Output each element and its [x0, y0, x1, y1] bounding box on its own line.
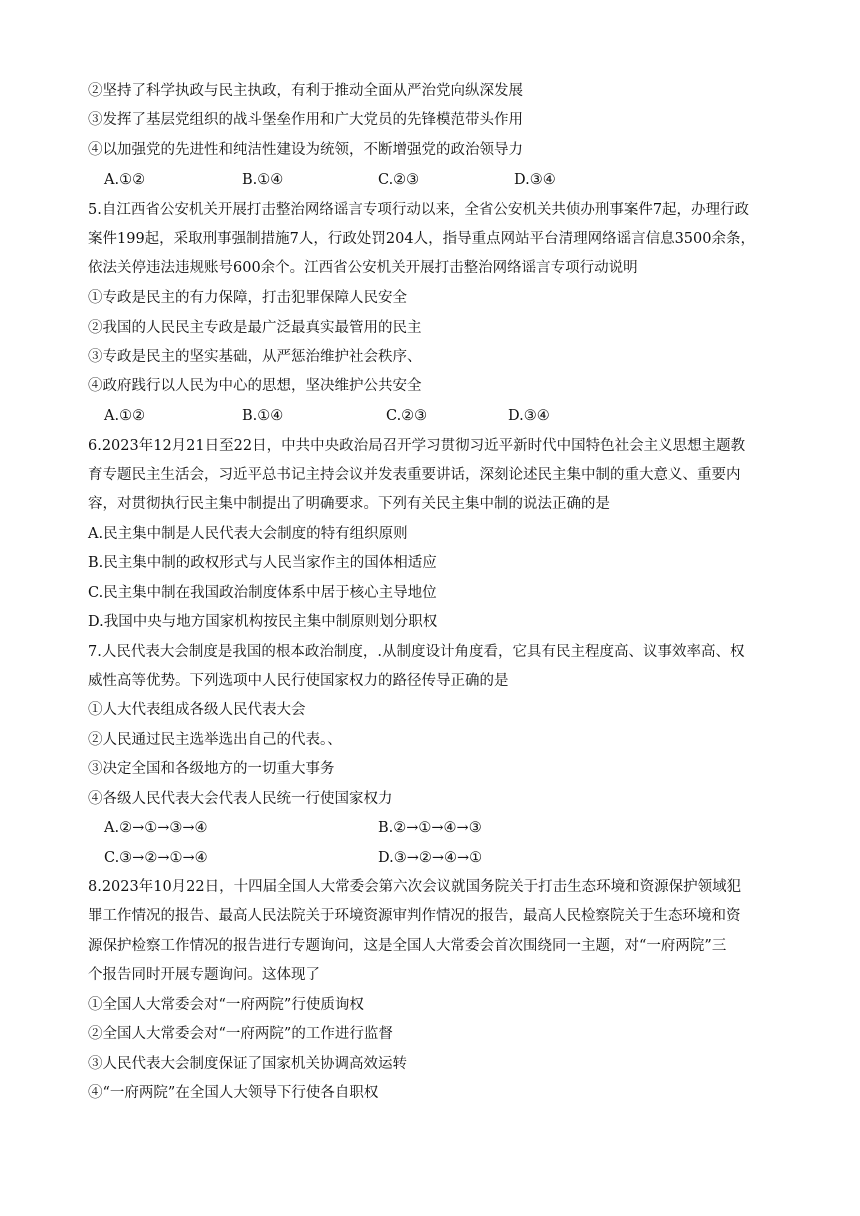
q7-stem-line-2: 威性高等优势。下列选项中人民行使国家权力的路径传导正确的是 [88, 673, 509, 689]
q4-option-c: C.②③ [378, 172, 420, 188]
q5-statement-4: ④政府践行以人民为中心的思想，坚决维护公共安全 [88, 378, 422, 394]
q4-option-d: D.③④ [514, 172, 556, 188]
q5-option-d: D.③④ [508, 408, 550, 424]
q7-option-a: A.②→①→③→④ [104, 820, 208, 836]
q6-stem-line-1: 6.2023年12月21日至22日，中共中央政治局召开学习贯彻习近平新时代中国特色社会主义思想主题教 [88, 438, 746, 454]
q8-statement-1: ①全国人大常委会对“一府两院”行使质询权 [88, 997, 364, 1013]
q6-stem-line-3: 容，对贯彻执行民主集中制提出了明确要求。下列有关民主集中制的说法正确的是 [88, 496, 610, 512]
q8-statement-3: ③人民代表大会制度保证了国家机关协调高效运转 [88, 1056, 407, 1072]
q6-option-a: A.民主集中制是人民代表大会制度的特有组织原则 [88, 526, 408, 542]
q7-stem-line-1: 7.人民代表大会制度是我国的根本政治制度，.从制度设计角度看，它具有民主程度高、议事效率高、权 [88, 644, 745, 660]
q4-option-b: B.①④ [242, 172, 284, 188]
q8-statement-4: ④“一府两院”在全国人大领导下行使各自职权 [88, 1085, 379, 1101]
q6-option-b: B.民主集中制的政权形式与人民当家作主的国体相适应 [88, 555, 437, 571]
q4-option-a: A.①② [104, 172, 146, 188]
q5-option-c: C.②③ [386, 408, 428, 424]
q5-stem-line-3: 依法关停违法违规账号600余个。江西省公安机关开展打击整治网络谣言专项行动说明 [88, 260, 638, 276]
q4-statement-4: ④以加强党的先进性和纯洁性建设为统领，不断增强党的政治领导力 [88, 142, 523, 158]
q5-statement-3: ③专政是民主的坚实基础，从严惩治维护社会秩序、 [88, 349, 422, 365]
q7-statement-1: ①人大代表组成各级人民代表大会 [88, 702, 306, 718]
q7-statement-4: ④各级人民代表大会代表人民统一行使国家权力 [88, 791, 393, 807]
q4-statement-3: ③发挥了基层党组织的战斗堡垒作用和广大党员的先锋模范带头作用 [88, 112, 523, 128]
q8-stem-line-2: 罪工作情况的报告、最高人民法院关于环境资源审判作情况的报告，最高人民检察院关于生态环境和资 [88, 908, 741, 924]
q8-stem-line-1: 8.2023年10月22日，十四届全国人大常委会第六次会议就国务院关于打击生态环境和资源保护领域犯 [88, 879, 742, 895]
q7-option-c: C.③→②→①→④ [104, 850, 208, 866]
q4-statement-2: ②坚持了科学执政与民主执政，有利于推动全面从严治党向纵深发展 [88, 83, 523, 99]
q6-option-c: C.民主集中制在我国政治制度体系中居于核心主导地位 [88, 585, 437, 601]
q5-stem-line-2: 案件199起，采取刑事强制措施7人，行政处罚204人，指导重点网站平台清理网络谣言信息3500余条， [88, 231, 755, 247]
q5-statement-2: ②我国的人民民主专政是最广泛最真实最管用的民主 [88, 320, 422, 336]
q8-stem-line-4: 个报告同时开展专题询问。这体现了 [88, 967, 320, 983]
q5-stem-line-1: 5.自江西省公安机关开展打击整治网络谣言专项行动以来，全省公安机关共侦办刑事案件7起，办理行政 [88, 202, 750, 218]
q6-stem-line-2: 育专题民主生活会，习近平总书记主持会议并发表重要讲话，深刻论述民主集中制的重大意义、重要内 [88, 467, 741, 483]
q6-option-d: D.我国中央与地方国家机构按民主集中制原则划分职权 [88, 614, 438, 630]
q5-option-b: B.①④ [242, 408, 284, 424]
q7-statement-3: ③决定全国和各级地方的一切重大事务 [88, 761, 335, 777]
q8-statement-2: ②全国人大常委会对“一府两院”的工作进行监督 [88, 1026, 393, 1042]
q5-statement-1: ①专政是民主的有力保障，打击犯罪保障人民安全 [88, 290, 407, 306]
q8-stem-line-3: 源保护检察工作情况的报告进行专题询问，这是全国人大常委会首次围绕同一主题，对“一府两院”三 [88, 938, 727, 954]
q7-option-b: B.②→①→④→③ [378, 820, 482, 836]
q7-statement-2: ②人民通过民主选举选出自己的代表。、 [88, 732, 342, 748]
q7-option-d: D.③→②→④→① [378, 850, 483, 866]
q5-option-a: A.①② [104, 408, 146, 424]
